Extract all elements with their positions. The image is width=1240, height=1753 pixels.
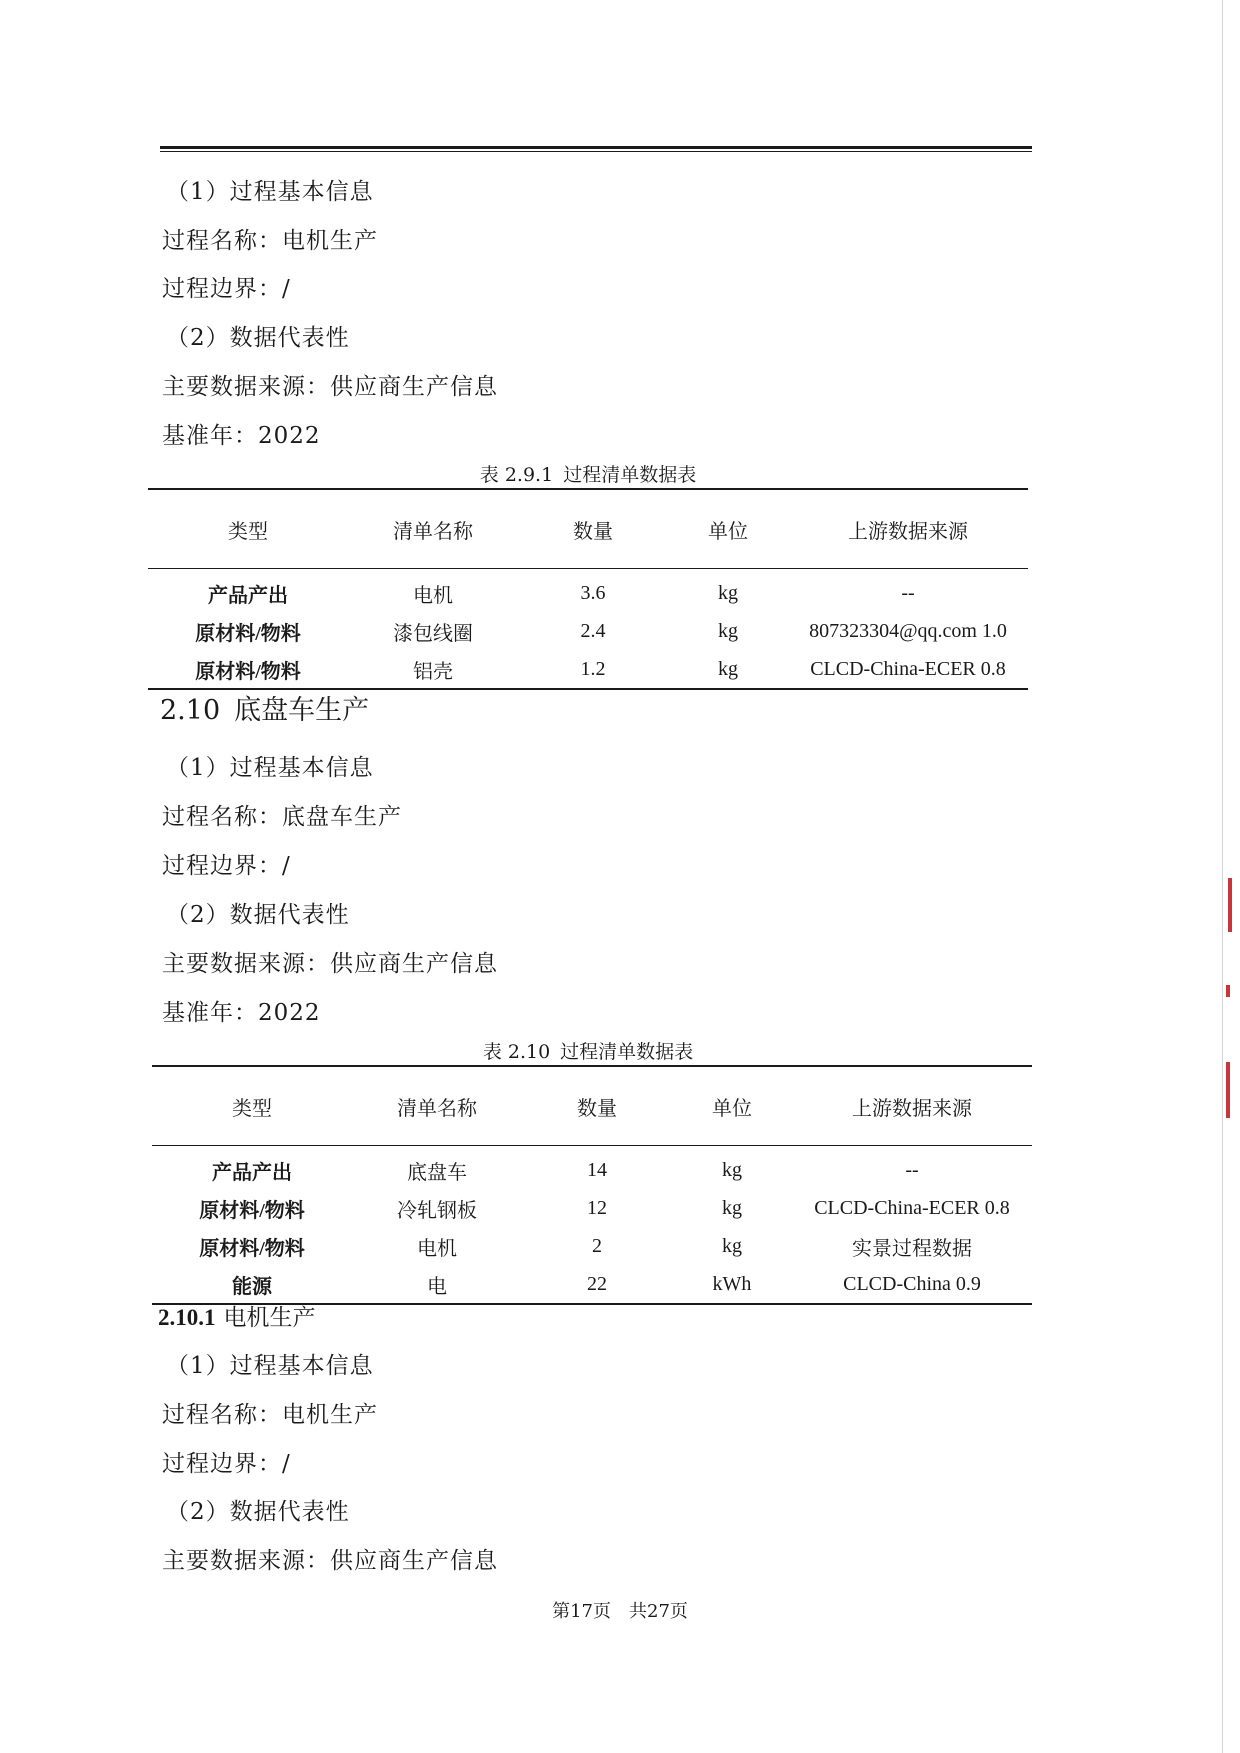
process-name: 过程名称：电机生产	[162, 228, 378, 254]
table-row	[148, 612, 1028, 650]
basic-info-heading: （1）过程基本信息	[166, 1353, 374, 1379]
col-header-unit: 单位	[668, 489, 788, 569]
cell-quantity: 22	[522, 1265, 672, 1304]
subsection-title: 电机生产	[223, 1305, 316, 1331]
process-name: 过程名称：电机生产	[162, 1402, 378, 1428]
cell-unit: kg	[718, 619, 738, 642]
cell-type: 产品产出	[208, 584, 288, 607]
cell-item-name: 电	[352, 1265, 522, 1304]
cell-quantity: 12	[587, 1196, 607, 1219]
col-header-type: 类型	[152, 1066, 352, 1146]
base-year: 基准年：2022	[162, 423, 321, 449]
cell-unit: kg	[722, 1234, 742, 1257]
subsection-heading-2-10-1	[158, 1303, 316, 1333]
data-representativeness-heading: （2）数据代表性	[166, 902, 350, 928]
cell-unit: kg	[722, 1158, 742, 1181]
seal-fragment-mark	[1226, 1062, 1230, 1118]
table-row	[152, 1265, 1032, 1304]
col-header-item-name: 清单名称	[352, 1066, 522, 1146]
scan-edge-line	[1222, 0, 1223, 1753]
table-caption-number: 表 2.9.1	[479, 464, 554, 486]
data-representativeness-heading: （2）数据代表性	[166, 1499, 350, 1525]
cell-quantity: 2	[592, 1234, 602, 1257]
table-header-row	[152, 1066, 1032, 1146]
cell-unit: kg	[668, 650, 788, 689]
cell-type: 原材料/物料	[199, 1199, 305, 1222]
section-heading-2-10	[160, 694, 369, 728]
main-data-source: 主要数据来源：供应商生产信息	[162, 374, 498, 400]
base-year: 基准年：2022	[162, 1000, 321, 1026]
cell-item-name: 漆包线圈	[393, 622, 473, 645]
cell-upstream-source: 实景过程数据	[852, 1237, 972, 1260]
cell-unit: kWh	[672, 1265, 792, 1304]
cell-item-name: 冷轧钢板	[397, 1199, 477, 1222]
cell-item-name: 铝壳	[348, 650, 518, 689]
section-number: 2.10	[160, 695, 221, 726]
basic-info-heading: （1）过程基本信息	[166, 179, 374, 205]
cell-upstream-source: CLCD-China-ECER 0.8	[814, 1196, 1010, 1219]
table-row	[148, 650, 1028, 689]
process-boundary: 过程边界：/	[162, 853, 291, 879]
col-header-quantity: 数量	[522, 1066, 672, 1146]
table-row	[152, 1227, 1032, 1265]
cell-quantity: 3.6	[580, 581, 606, 604]
col-header-upstream-source: 上游数据来源	[788, 489, 1028, 569]
col-header-item-name: 清单名称	[348, 489, 518, 569]
cell-item-name: 底盘车	[407, 1161, 467, 1184]
table-caption	[146, 1040, 1030, 1064]
col-header-type: 类型	[148, 489, 348, 569]
page-footer	[0, 1600, 1240, 1624]
cell-unit: kg	[722, 1196, 742, 1219]
cell-type: 原材料/物料	[195, 622, 301, 645]
table-caption-title: 过程清单数据表	[560, 1041, 694, 1063]
cell-type: 原材料/物料	[148, 650, 348, 689]
cell-unit: kg	[718, 581, 738, 604]
process-boundary: 过程边界：/	[162, 1451, 291, 1477]
seal-fragment-mark	[1228, 878, 1232, 932]
table-caption-number: 表 2.10	[482, 1041, 551, 1063]
table-row	[152, 1189, 1032, 1227]
table-caption-title: 过程清单数据表	[563, 464, 697, 486]
table-row	[148, 569, 1028, 613]
cell-upstream-source: --	[905, 1158, 919, 1181]
section-title: 底盘车生产	[234, 695, 370, 726]
cell-upstream-source: --	[901, 581, 915, 604]
cell-upstream-source: CLCD-China 0.9	[792, 1265, 1032, 1304]
table-header-row	[148, 489, 1028, 569]
cell-type: 能源	[152, 1265, 352, 1304]
cell-upstream-source: CLCD-China-ECER 0.8	[788, 650, 1028, 689]
col-header-quantity: 数量	[518, 489, 668, 569]
main-data-source: 主要数据来源：供应商生产信息	[162, 1548, 498, 1574]
cell-type: 产品产出	[212, 1161, 292, 1184]
table-caption	[146, 463, 1030, 487]
seal-fragment-mark	[1226, 985, 1230, 997]
process-name: 过程名称：底盘车生产	[162, 804, 402, 830]
process-inventory-table	[152, 1065, 1032, 1305]
col-header-upstream-source: 上游数据来源	[792, 1066, 1032, 1146]
process-boundary: 过程边界：/	[162, 276, 291, 302]
cell-quantity: 2.4	[580, 619, 606, 642]
main-data-source: 主要数据来源：供应商生产信息	[162, 951, 498, 977]
cell-upstream-source: 807323304@qq.com 1.0	[809, 619, 1007, 642]
page-number: 第17页	[552, 1601, 611, 1622]
cell-item-name: 电机	[413, 584, 453, 607]
process-inventory-table	[148, 488, 1028, 690]
subsection-number: 2.10.1	[158, 1305, 216, 1330]
cell-quantity: 1.2	[518, 650, 668, 689]
table-row	[152, 1146, 1032, 1190]
cell-type: 原材料/物料	[199, 1237, 305, 1260]
page-total: 共27页	[629, 1601, 688, 1622]
cell-item-name: 电机	[417, 1237, 457, 1260]
col-header-unit: 单位	[672, 1066, 792, 1146]
header-rule	[160, 146, 1032, 153]
cell-quantity: 14	[587, 1158, 607, 1181]
basic-info-heading: （1）过程基本信息	[166, 755, 374, 781]
data-representativeness-heading: （2）数据代表性	[166, 325, 350, 351]
